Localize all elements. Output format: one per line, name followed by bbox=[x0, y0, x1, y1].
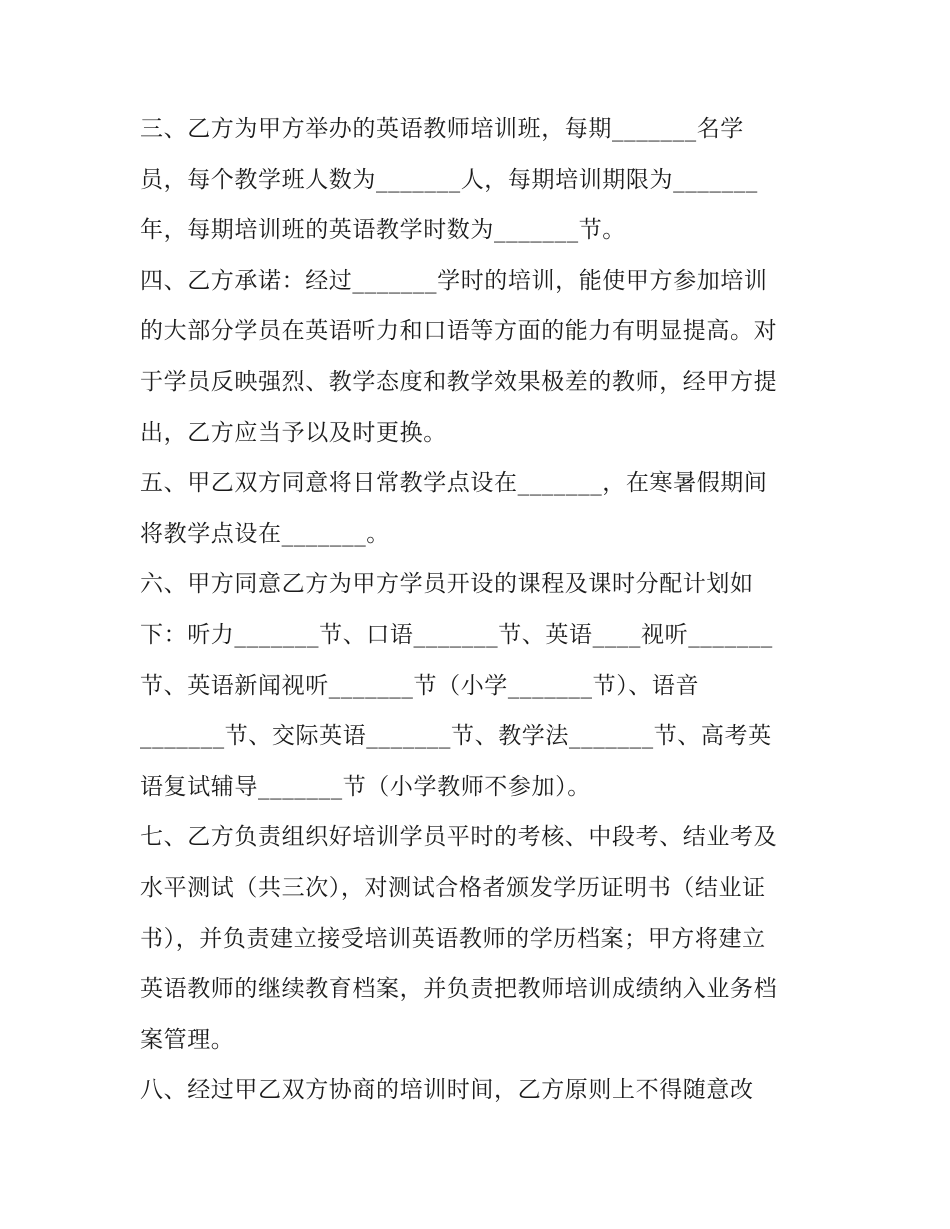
text-line: 员，每个教学班人数为_______人，每期培训期限为_______ bbox=[140, 166, 758, 193]
text-line: 水平测试（共三次），对测试合格者颁发学历证明书（结业证 bbox=[140, 874, 766, 901]
text-line: 五、甲乙双方同意将日常教学点设在_______，在寒暑假期间 bbox=[140, 470, 768, 497]
text-line: 四、乙方承诺：经过_______学时的培训，能使甲方参加培训 bbox=[140, 267, 768, 294]
text-line: 出，乙方应当予以及时更换。 bbox=[140, 419, 447, 446]
text-line: 八、经过甲乙双方协商的培训时间，乙方原则上不得随意改 bbox=[140, 1077, 754, 1104]
text-line: 年，每期培训班的英语教学时数为_______节。 bbox=[140, 217, 626, 244]
text-line: _______节、交际英语_______节、教学法_______节、高考英 bbox=[140, 723, 772, 750]
text-line: 案管理。 bbox=[140, 1026, 235, 1053]
document-body bbox=[140, 104, 820, 1116]
text-line: 节、英语新闻视听_______节（小学_______节）、语音 bbox=[140, 672, 700, 699]
text-line: 将教学点设在_______。 bbox=[140, 520, 390, 547]
text-line: 书），并负责建立接受培训英语教师的学历档案；甲方将建立 bbox=[140, 925, 766, 952]
text-line: 下：听力_______节、口语_______节、英语____视听_______ bbox=[140, 621, 773, 648]
text-line: 三、乙方为甲方举办的英语教师培训班，每期_______名学 bbox=[140, 116, 744, 142]
text-line: 六、甲方同意乙方为甲方学员开设的课程及课时分配计划如 bbox=[140, 571, 754, 598]
text-line: 英语教师的继续教育档案，并负责把教师培训成绩纳入业务档 bbox=[140, 976, 778, 1003]
text-line: 于学员反映强烈、教学态度和教学效果极差的教师，经甲方提 bbox=[140, 368, 778, 395]
text-line: 七、乙方负责组织好培训学员平时的考核、中段考、结业考及 bbox=[140, 824, 778, 851]
text-line: 的大部分学员在英语听力和口语等方面的能力有明显提高。对 bbox=[140, 318, 778, 345]
text-line: 语复试辅导_______节（小学教师不参加）。 bbox=[140, 773, 591, 800]
